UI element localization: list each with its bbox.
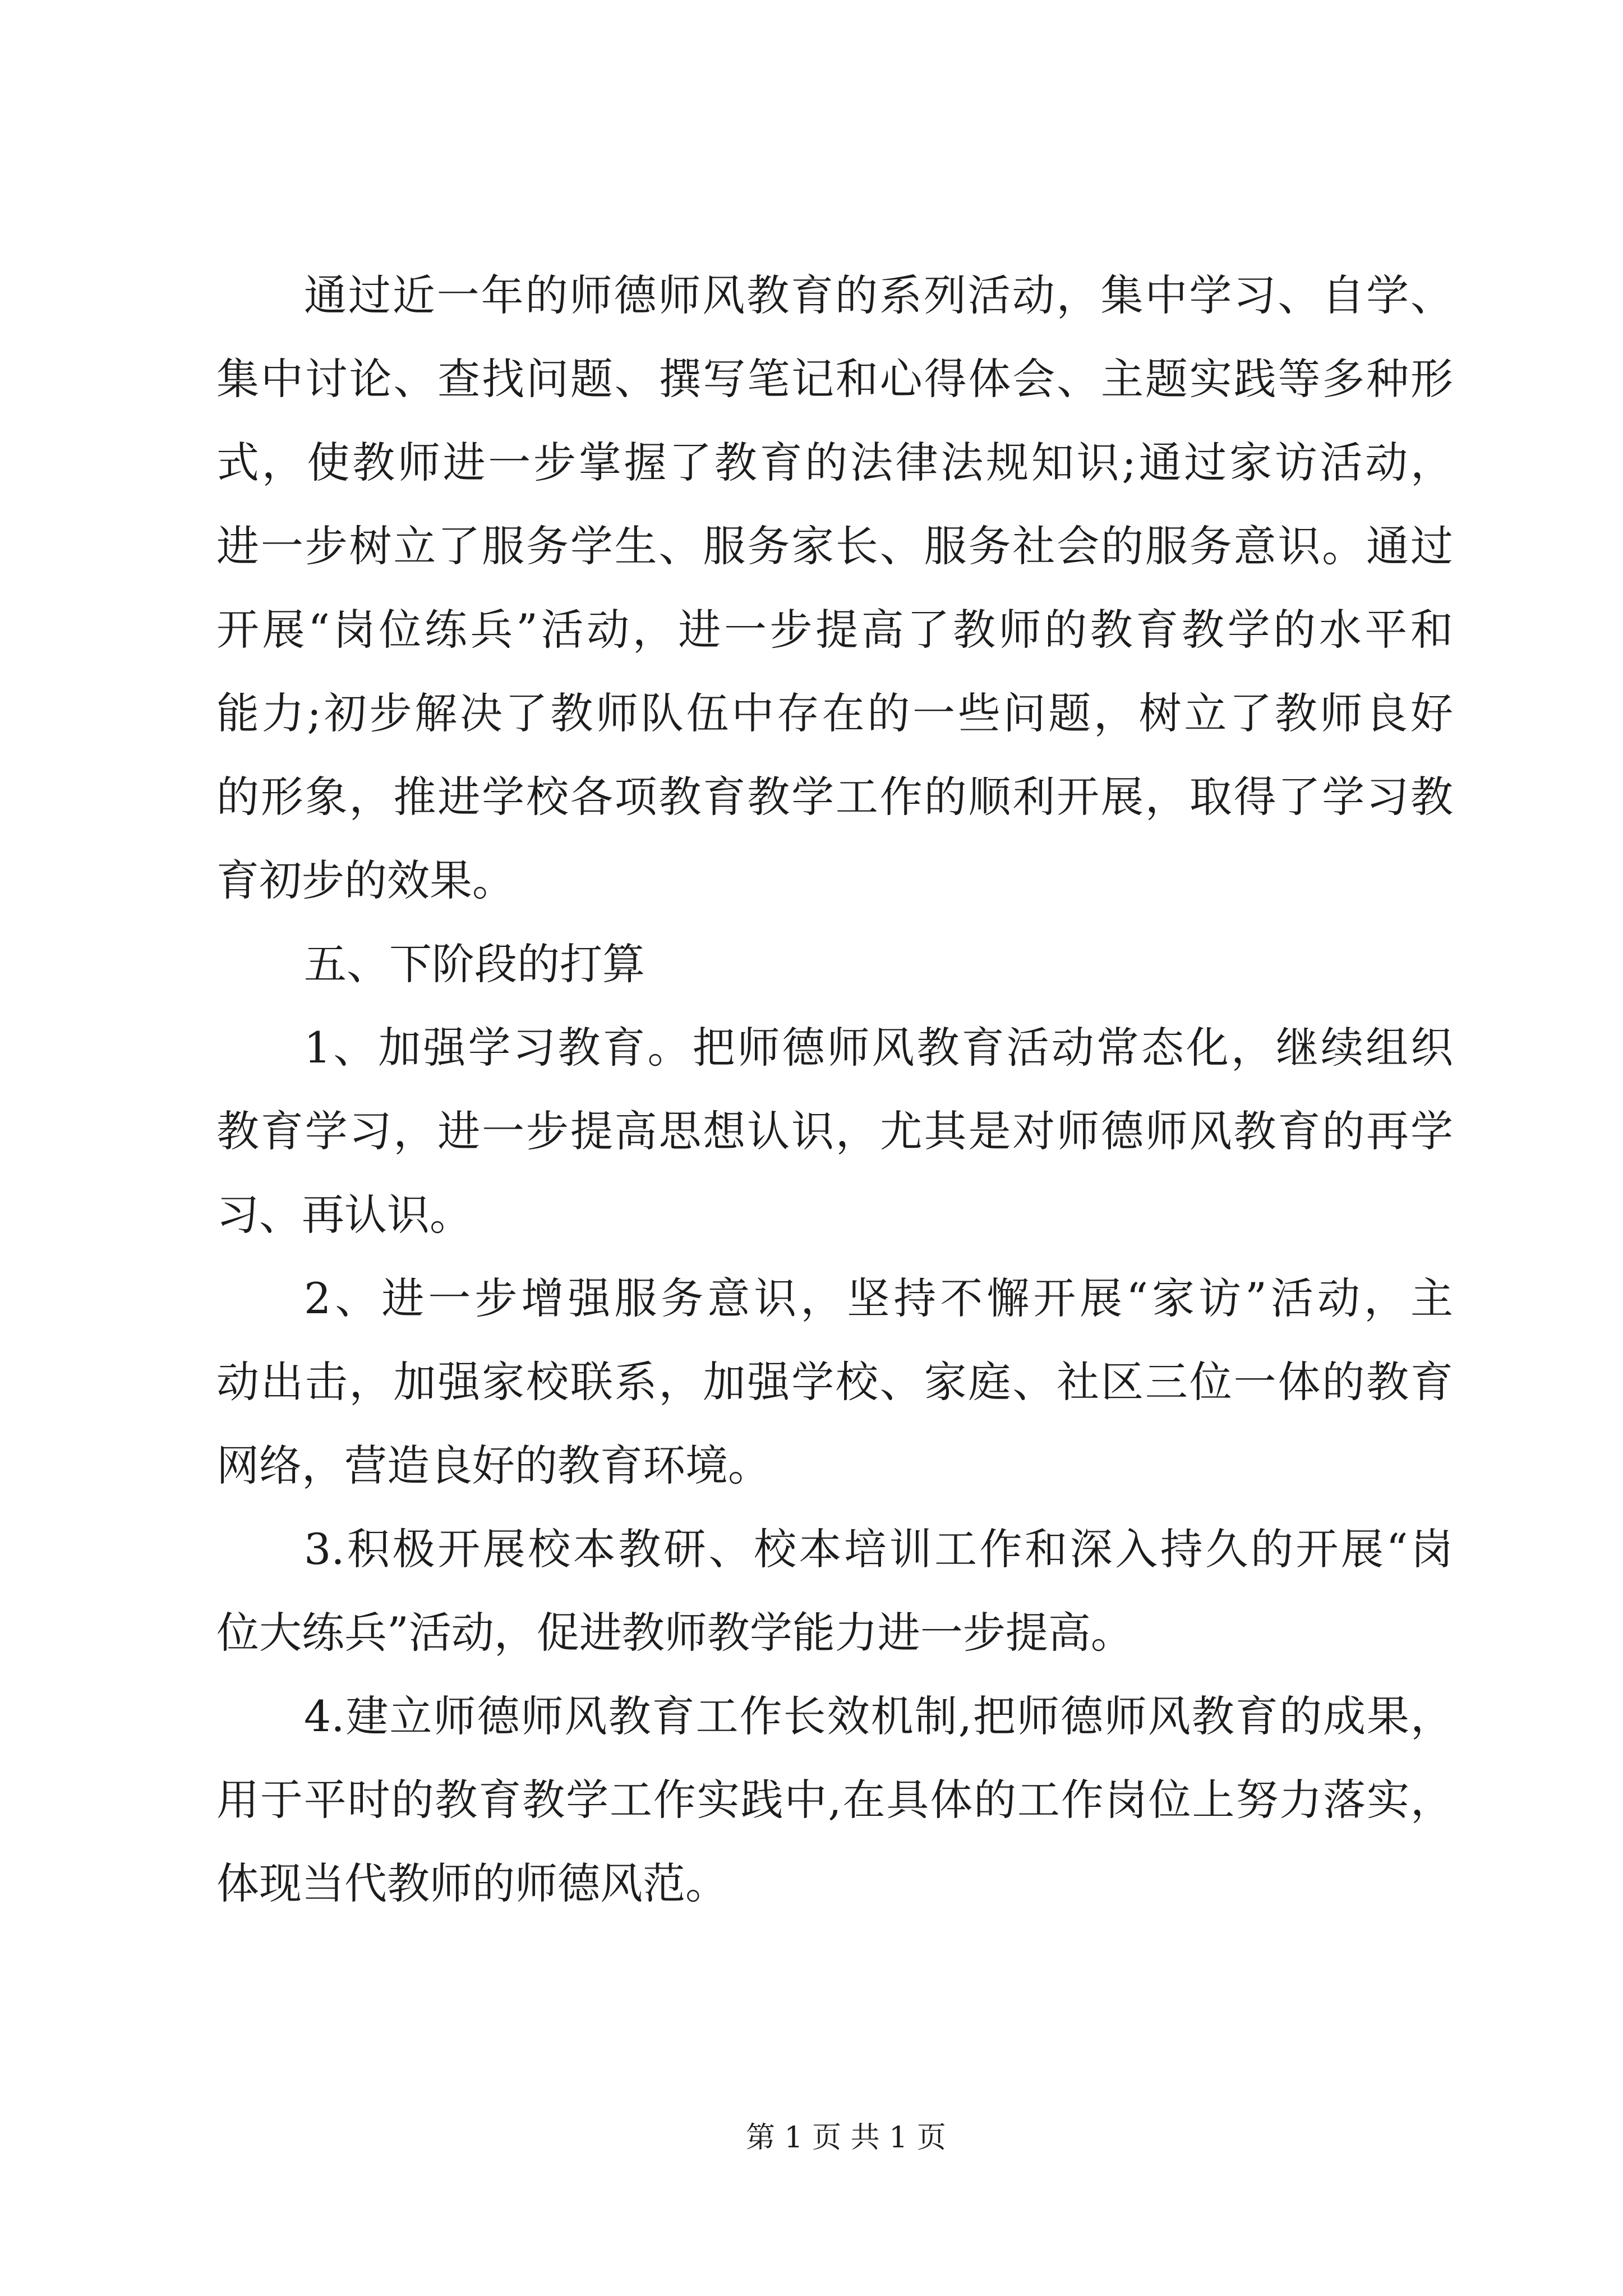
document-body (216, 254, 1453, 1925)
text-line: 能力;初步解决了教师队伍中存在的一些问题，树立了教师良好 (216, 688, 1453, 738)
paragraph-item-3 (216, 1507, 1453, 1674)
text-line: 2、进一步增强服务意识，坚持不懈开展“家访”活动，主 (304, 1273, 1453, 1323)
text-line: 3.积极开展校本教研、校本培训工作和深入持久的开展“岗 (304, 1524, 1453, 1574)
text-line: 进一步树立了服务学生、服务家长、服务社会的服务意识。通过 (216, 521, 1453, 571)
text-line: 位大练兵”活动，促进教师教学能力进一步提高。 (216, 1608, 1133, 1658)
text-line: 网络，营造良好的教育环境。 (216, 1441, 771, 1490)
text-line: 习、再认识。 (216, 1190, 472, 1240)
paragraph-summary (216, 254, 1453, 922)
text-line: 教育学习，进一步提高思想认识，尤其是对师德师风教育的再学 (216, 1106, 1453, 1156)
text-line: 用于平时的教育教学工作实践中,在具体的工作岗位上努力落实， (216, 1775, 1453, 1825)
page-footer: 第 1 页 共 1 页 (746, 2121, 946, 2155)
text-line: 4.建立师德师风教育工作长效机制,把师德师风教育的成果， (304, 1691, 1453, 1741)
section-heading (216, 922, 1453, 1006)
text-line: 通过近一年的师德师风教育的系列活动，集中学习、自学、 (304, 270, 1453, 320)
paragraph-item-1 (216, 1006, 1453, 1257)
text-line: 1、加强学习教育。把师德师风教育活动常态化，继续组织 (304, 1023, 1453, 1073)
text-line: 式，使教师进一步掌握了教育的法律法规知识;通过家访活动， (216, 438, 1453, 487)
text-line: 动出击，加强家校联系，加强学校、家庭、社区三位一体的教育 (216, 1357, 1453, 1407)
text-line: 体现当代教师的师德风范。 (216, 1858, 728, 1908)
text-line: 的形象，推进学校各项教育教学工作的顺利开展，取得了学习教 (216, 772, 1453, 822)
text-line: 育初步的效果。 (216, 855, 515, 905)
text-line: 集中讨论、查找问题、撰写笔记和心得体会、主题实践等多种形 (216, 354, 1453, 404)
paragraph-item-2 (216, 1257, 1453, 1507)
section-heading-text: 五、下阶段的打算 (304, 939, 645, 989)
paragraph-item-4 (216, 1674, 1453, 1925)
text-line: 开展“岗位练兵”活动，进一步提高了教师的教育教学的水平和 (216, 605, 1453, 655)
